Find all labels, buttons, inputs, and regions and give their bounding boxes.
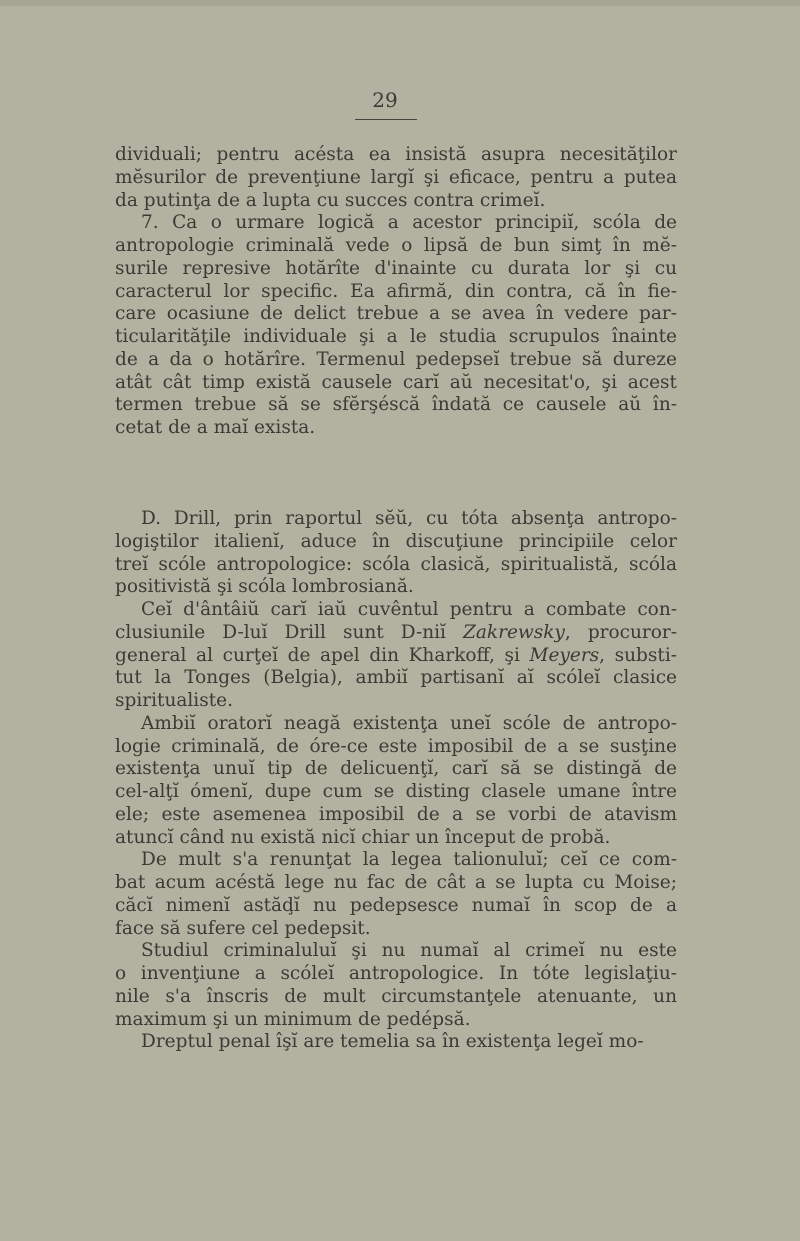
- text-line: ticularităţile individuale şi a le studia scrupulos înainte: [115, 326, 677, 347]
- italic-name: Zakrewsky: [463, 621, 565, 643]
- text-line: treĭ scóle antropologice: scóla clasică, spiritualistă, scóla: [115, 553, 677, 575]
- text-line: 7. Ca o urmare logică a acestor principiĭ, scóla de: [141, 212, 677, 234]
- text-line: tut la Tonges (Belgia), ambiĭ partisanĭ aĭ scóleĭ clasice: [115, 667, 677, 689]
- header-rule: [355, 119, 417, 120]
- text-line: termen trebue să se sfĕrşéscă îndată ce causele aŭ în-: [115, 394, 677, 416]
- text-line: Ambiĭ oratorĭ neagă existenţa uneĭ scóle de antropo-: [141, 712, 677, 734]
- text-line: cel-alţĭ ómenĭ, dupe cum se disting clasele umane între: [115, 781, 677, 802]
- text-line: surile represive hotărîte d'inainte cu durata lor şi cu: [115, 257, 677, 279]
- paragraph-block-1: [115, 144, 677, 440]
- text-line: general al curţeĭ de apel din Kharkoff, şi Meyers, substi-: [115, 644, 677, 666]
- text-line: Ceĭ d'ântâiŭ carĭ iaŭ cuvêntul pentru a combate con-: [141, 599, 677, 620]
- text-line: atuncĭ când nu există nicĭ chiar un început de probă.: [115, 826, 611, 848]
- page-number: 29: [372, 88, 398, 112]
- text-line: caracterul lor specific. Ea afirmă, din contra, că în fie-: [115, 280, 677, 302]
- text-line: antropologie criminală vede o lipsă de bun simţ în mĕ-: [115, 235, 677, 256]
- text-line: existenţa unuĭ tip de delicuenţĭ, carĭ să se distingă de: [115, 758, 677, 780]
- text-line: atât cât timp există causele carĭ aŭ necesitat'o, şi acest: [115, 371, 677, 393]
- text-line: positivistă şi scóla lombrosiană.: [115, 576, 414, 598]
- italic-name: Meyers: [529, 644, 600, 666]
- text-line: cetat de a maĭ exista.: [115, 417, 316, 438]
- paragraph-block-2: [115, 508, 677, 1054]
- text-line: spiritualiste.: [115, 690, 233, 711]
- text-line: D. Drill, prin raportul sĕŭ, cu tóta absenţa antropo-: [141, 508, 677, 529]
- text-line: căcĭ nimenĭ astăḑĭ nu pedepsesce numaĭ în scop de a: [115, 894, 677, 916]
- text-line: de a da o hotărîre. Termenul pedepseĭ trebue să dureze: [115, 348, 677, 370]
- text-line: maximum şi un minimum de pedépsă.: [115, 1008, 471, 1030]
- text-line: logie criminală, de óre-ce este imposibil de a se susţine: [115, 735, 677, 757]
- text-line: dividuali; pentru acésta ea insistă asupra necesităţilor: [115, 144, 677, 165]
- text-line: nile s'a înscris de mult circumstanţele atenuante, un: [115, 985, 677, 1007]
- text-line: Dreptul penal îşĭ are temelia sa în existenţa legeĭ mo-: [141, 1031, 644, 1053]
- text-line: care ocasiune de delict trebue a se avea în vedere par-: [115, 303, 677, 325]
- text-line: De mult s'a renunţat la legea talionuluĭ; ceĭ ce com-: [141, 849, 677, 871]
- text-line: clusiunile D-luĭ Drill sunt D-niĭ Zakrewsky, procuror-: [115, 621, 677, 643]
- page-top-edge: [0, 0, 800, 6]
- text-line: Studiul criminaluluĭ şi nu numaĭ al crimeĭ nu este: [141, 940, 677, 962]
- text-line: bat acum acéstă lege nu fac de cât a se lupta cu Moise;: [115, 872, 677, 893]
- text-line: ele; este asemenea imposibil de a se vorbi de atavism: [115, 803, 677, 825]
- text-line: logiştilor italienĭ, aduce în discuţiune principiile celor: [115, 530, 677, 552]
- text-line: o invenţiune a scóleĭ antropologice. In tóte legislaţiu-: [115, 963, 677, 984]
- text-line: face să sufere cel pedepsit.: [115, 917, 371, 939]
- text-line: da putinţa de a lupta cu succes contra crimeĭ.: [115, 189, 546, 211]
- text-line: mĕsurilor de prevenţiune largĭ şi eficace, pentru a putea: [115, 166, 677, 188]
